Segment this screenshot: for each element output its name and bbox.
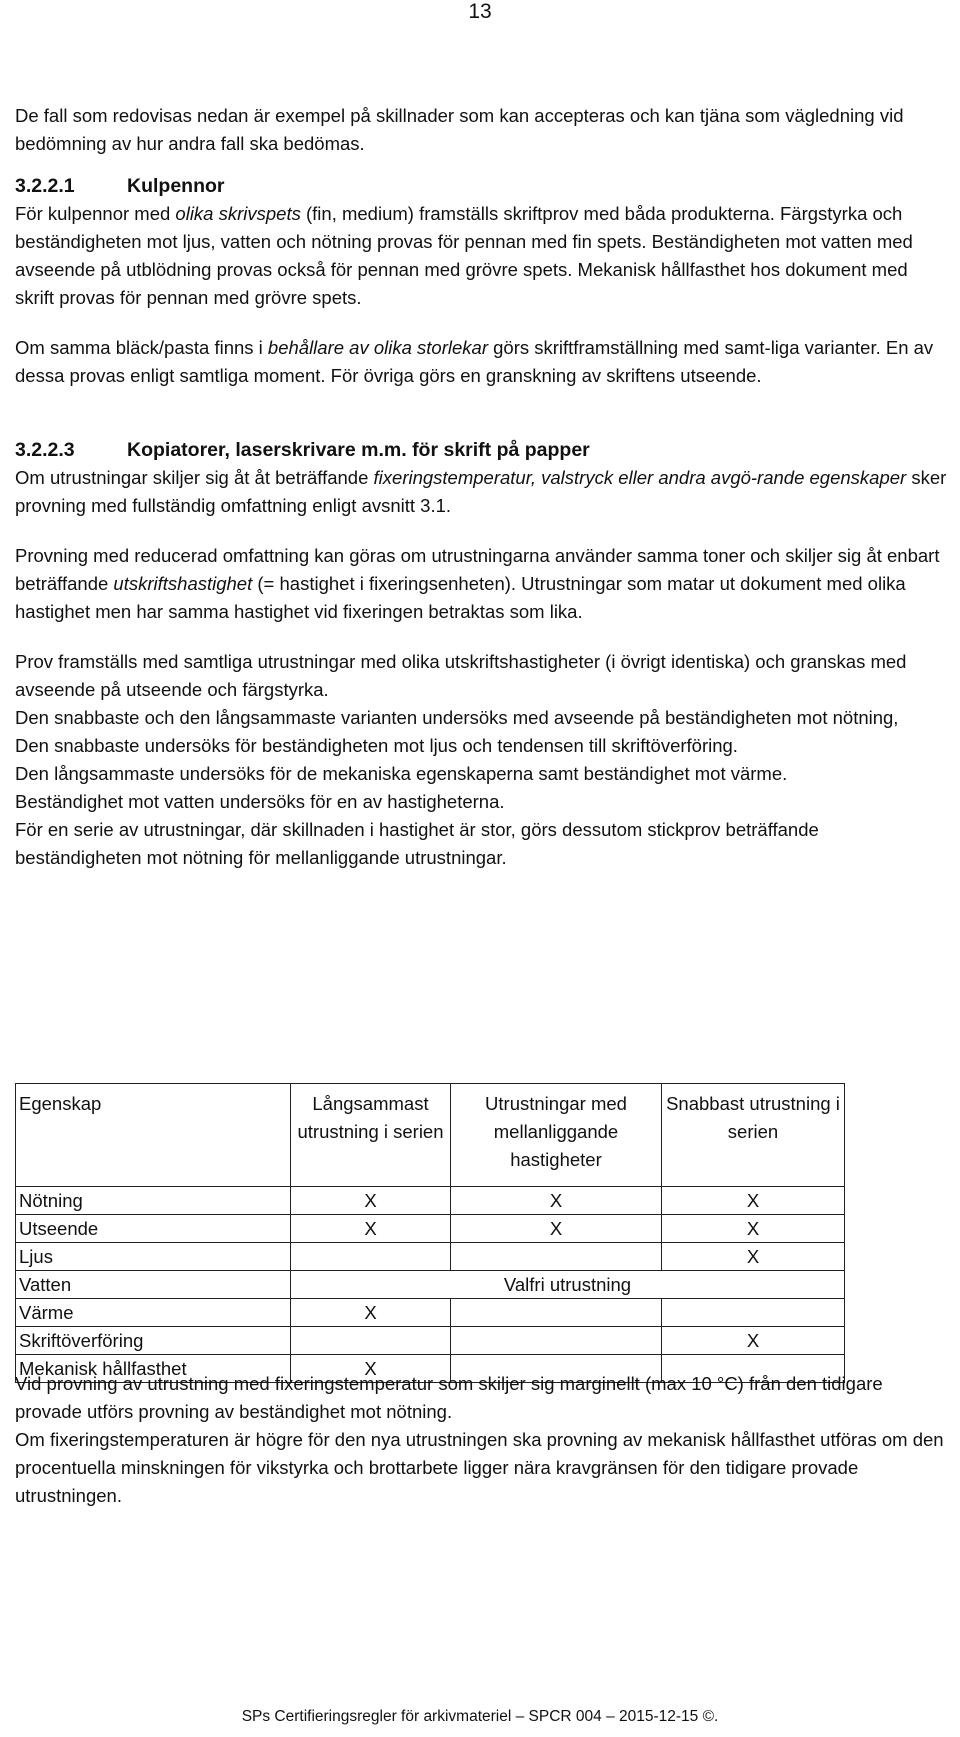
section-paragraph xyxy=(15,200,950,312)
table-row xyxy=(16,1187,845,1215)
header-cell: Egenskap xyxy=(16,1084,291,1187)
intro-paragraph xyxy=(15,102,950,158)
text-run: Om utrustningar skiljer sig åt åt beträffande xyxy=(15,467,374,488)
header-cell: Utrustningar med mellanliggande hastigheter xyxy=(451,1084,662,1187)
mark-cell: X xyxy=(451,1187,662,1215)
header-cell: Snabbast utrustning i serien xyxy=(662,1084,845,1187)
emphasized-text: behållare av olika storlekar xyxy=(267,337,488,358)
procedure-line: Den snabbaste och den långsammaste varianten undersöks med avseende på beständigheten mot nötning, xyxy=(15,707,899,728)
table-body xyxy=(16,1187,845,1383)
mark-cell: X xyxy=(662,1215,845,1243)
text-run: Om samma bläck/pasta finns i xyxy=(15,337,268,358)
mark-cell: X xyxy=(291,1215,451,1243)
section-title: Kulpennor xyxy=(127,175,225,197)
table-row xyxy=(16,1299,845,1327)
page-number: 13 xyxy=(468,0,492,23)
section-number: 3.2.2.3 xyxy=(15,439,75,461)
mark-cell: X xyxy=(662,1243,845,1271)
section-title: Kopiatorer, laserskrivare m.m. för skrift på papper xyxy=(127,439,590,461)
header-cell: Långsammast utrustning i serien xyxy=(291,1084,451,1187)
mark-cell xyxy=(451,1327,662,1355)
closing-paragraph xyxy=(15,1370,950,1510)
text-run: (fin, medium) framställs skriftprov med båda produkterna. Färgstyrka och beständigheten mot ljus, vatten och nötning provas för pennan med fin spets. Beständigheten mot vatten med avseende på utblödning provas också för pennan med grövre spets. Mekanisk hållfasthet hos dokument med skrift provas för pennan med grövre spets. xyxy=(15,203,913,308)
procedure-line: Den snabbaste undersöks för beständigheten mot ljus och tendensen till skriftöverföring. xyxy=(15,735,738,756)
emphasized-text: fixeringstemperatur, valstryck eller andra avgö-rande egenskaper xyxy=(373,467,907,488)
table-row xyxy=(16,1271,845,1299)
text-run: görs skriftframställning med samt-liga varianter. En av dessa provas enligt samtliga moment. För övriga görs en granskning av skriftens utseende. xyxy=(15,337,934,386)
emphasized-text: olika skrivspets xyxy=(175,203,301,224)
procedure-line: Den långsammaste undersöks för de mekaniska egenskaperna samt beständighet mot värme. xyxy=(15,763,788,784)
procedure-line: För en serie av utrustningar, där skillnaden i hastighet är stor, görs dessutom stickprov beträffande beständigheten mot nötning för mellanliggande utrustningar. xyxy=(15,819,819,868)
mark-cell: X xyxy=(451,1215,662,1243)
property-table xyxy=(15,1083,845,1383)
property-cell: Mekanisk hållfasthet xyxy=(16,1355,291,1383)
mark-cell: X xyxy=(291,1187,451,1215)
table-row xyxy=(16,1215,845,1243)
mark-cell: X xyxy=(662,1187,845,1215)
section-heading xyxy=(15,436,950,464)
procedure-line: Prov framställs med samtliga utrustningar med olika utskriftshastigheter (i övrigt identiska) och granskas med avseende på utseende och färgstyrka. xyxy=(15,651,907,700)
mark-cell: X xyxy=(291,1355,451,1383)
mark-cell xyxy=(451,1243,662,1271)
table-row xyxy=(16,1327,845,1355)
page-footer: SPs Certifieringsregler för arkivmateriel – SPCR 004 – 2015-12-15 ©. xyxy=(241,1708,719,1725)
mark-cell xyxy=(291,1243,451,1271)
mark-cell: X xyxy=(291,1299,451,1327)
closing-line: Om fixeringstemperaturen är högre för den nya utrustningen ska provning av mekanisk hållfasthet utföras om den procentuella minskningen för vikstyrka och brottarbete ligger nära kravgränsen för den tidigare provade utrustningen. xyxy=(15,1429,944,1506)
property-cell: Värme xyxy=(16,1299,291,1327)
table-row xyxy=(16,1243,845,1271)
section-paragraph xyxy=(15,334,950,390)
property-cell: Vatten xyxy=(16,1271,291,1299)
procedure-list xyxy=(15,648,950,872)
mark-cell xyxy=(662,1299,845,1327)
section-heading xyxy=(15,172,950,200)
property-cell: Ljus xyxy=(16,1243,291,1271)
emphasized-text: utskriftshastighet xyxy=(113,573,253,594)
procedure-line: Beständighet mot vatten undersöks för en av hastigheterna. xyxy=(15,791,505,812)
section-paragraph xyxy=(15,464,950,520)
property-cell: Utseende xyxy=(16,1215,291,1243)
property-cell: Skriftöverföring xyxy=(16,1327,291,1355)
section-number: 3.2.2.1 xyxy=(15,175,75,197)
intro-text: De fall som redovisas nedan är exempel på skillnader som kan accepteras och kan tjäna som vägledning vid bedömning av hur andra fall ska bedömas. xyxy=(15,105,904,154)
section-kulpennor xyxy=(15,172,950,390)
text-run: Provning med reducerad omfattning kan göras om utrustningarna använder samma toner och skiljer sig åt enbart beträffande xyxy=(15,545,940,594)
table-header-row xyxy=(16,1084,845,1187)
section-paragraph xyxy=(15,542,950,626)
text-run: (= hastighet i fixeringsenheten). Utrustningar som matar ut dokument med olika hastighet men har samma hastighet vid fixeringen betraktas som lika. xyxy=(15,573,906,622)
property-cell: Nötning xyxy=(16,1187,291,1215)
mark-cell xyxy=(451,1299,662,1327)
section-kopiatorer xyxy=(15,436,950,872)
spanned-cell: Valfri utrustning xyxy=(291,1271,845,1299)
text-run: För kulpennor med xyxy=(15,203,176,224)
closing-line: Vid provning av utrustning med fixeringstemperatur som skiljer sig marginellt (max 10 °C) från den tidigare provade utförs provning av beständighet mot nötning. xyxy=(15,1373,883,1422)
mark-cell: X xyxy=(662,1327,845,1355)
mark-cell xyxy=(291,1327,451,1355)
text-run: sker provning med fullständig omfattning enligt avsnitt 3.1. xyxy=(15,467,947,516)
